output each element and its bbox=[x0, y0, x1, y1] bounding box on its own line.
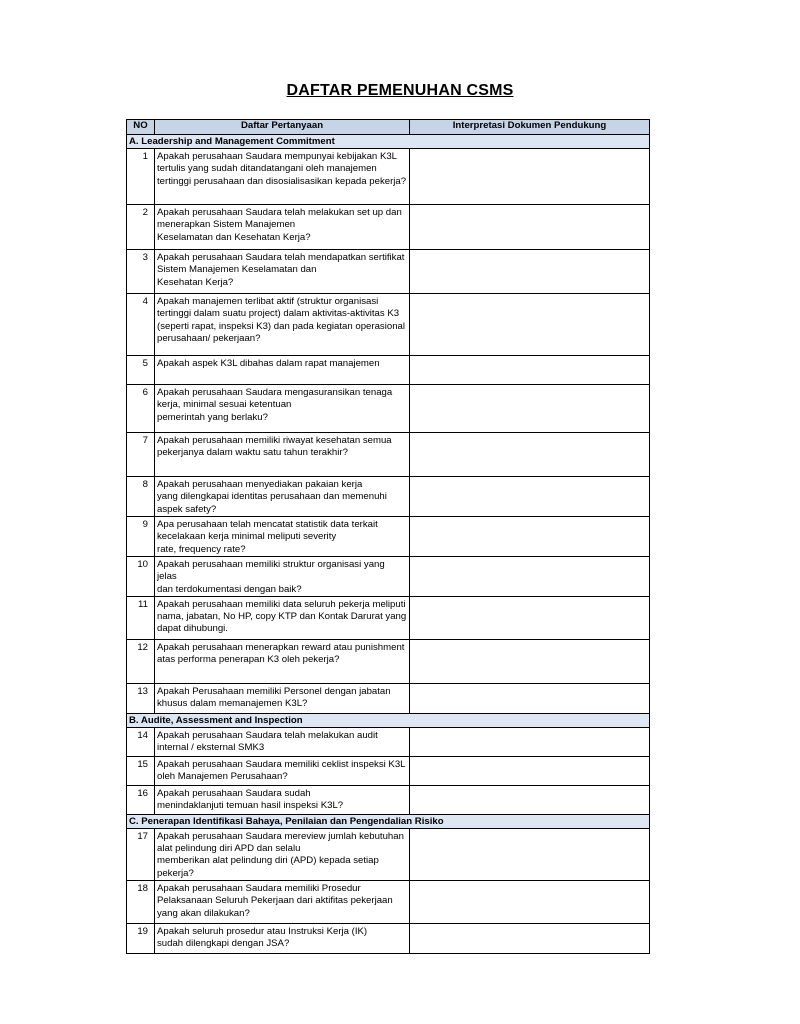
question-line: Apakah perusahaan memiliki riwayat kesehatan semua bbox=[157, 435, 392, 446]
table-row bbox=[127, 517, 650, 557]
question-line: Apakah perusahaan Saudara telah melakukan set up dan bbox=[157, 207, 402, 218]
question-line: Apakah perusahaan Saudara mereview jumlah kebutuhan bbox=[157, 830, 404, 842]
section-row bbox=[127, 135, 650, 149]
row-number: 1 bbox=[127, 149, 155, 205]
section-row bbox=[127, 713, 650, 727]
table-row bbox=[127, 881, 650, 924]
question-line: memberikan alat pelindung diri (APD) kepada setiap bbox=[157, 855, 379, 867]
interpretation-cell[interactable] bbox=[410, 828, 650, 880]
interpretation-cell[interactable] bbox=[410, 294, 650, 356]
row-number: 10 bbox=[127, 557, 155, 597]
question-line: oleh Manajemen Perusahaan? bbox=[157, 771, 288, 783]
question-line: Apakah perusahaan Saudara sudah bbox=[157, 787, 311, 799]
row-number: 15 bbox=[127, 756, 155, 785]
question-line: menerapkan Sistem Manajemen bbox=[157, 219, 296, 231]
interpretation-cell[interactable] bbox=[410, 385, 650, 433]
row-number: 11 bbox=[127, 596, 155, 639]
question-line: yang akan dilakukan? bbox=[157, 907, 250, 919]
row-number: 2 bbox=[127, 205, 155, 250]
question-cell bbox=[155, 517, 410, 557]
checklist-table bbox=[126, 119, 650, 954]
table-row bbox=[127, 294, 650, 356]
question-line: Apakah perusahaan Saudara mempunyai kebijakan K3L bbox=[157, 151, 398, 162]
table-row bbox=[127, 924, 650, 954]
question-line: Keselamatan dan Kesehatan Kerja? bbox=[157, 231, 311, 243]
row-number: 5 bbox=[127, 356, 155, 385]
interpretation-cell[interactable] bbox=[410, 356, 650, 385]
question-cell bbox=[155, 881, 410, 924]
question-line: Apakah perusahaan memiliki data seluruh pekerja meliputi bbox=[157, 598, 406, 610]
question-line: internal / eksternal SMK3 bbox=[157, 742, 265, 754]
question-line: dapat dihubungi. bbox=[157, 623, 228, 635]
question-line: tertinggi dalam suatu project) dalam aktivitas-aktivitas K3 bbox=[157, 308, 400, 320]
question-cell bbox=[155, 756, 410, 785]
interpretation-cell[interactable] bbox=[410, 250, 650, 294]
question-cell bbox=[155, 477, 410, 517]
row-number: 6 bbox=[127, 385, 155, 433]
interpretation-cell[interactable] bbox=[410, 517, 650, 557]
table-row bbox=[127, 205, 650, 250]
row-number: 16 bbox=[127, 785, 155, 814]
question-line: Apakah seluruh prosedur atau Instruksi Kerja (IK) bbox=[157, 926, 368, 938]
row-number: 13 bbox=[127, 683, 155, 713]
question-line: rate, frequency rate? bbox=[157, 543, 246, 555]
question-cell bbox=[155, 727, 410, 756]
row-number: 7 bbox=[127, 433, 155, 477]
question-cell bbox=[155, 385, 410, 433]
interpretation-cell[interactable] bbox=[410, 596, 650, 639]
question-line: tertulis yang sudah ditandatangani oleh manajemen bbox=[157, 163, 377, 175]
question-line: Sistem Manajemen Keselamatan dan bbox=[157, 264, 317, 276]
table-row bbox=[127, 683, 650, 713]
question-line: perusahaan/ pekerjaan? bbox=[157, 332, 261, 344]
row-number: 17 bbox=[127, 828, 155, 880]
row-number: 8 bbox=[127, 477, 155, 517]
row-number: 14 bbox=[127, 727, 155, 756]
table-row bbox=[127, 433, 650, 477]
table-row bbox=[127, 828, 650, 880]
question-line: sudah dilengkapi dengan JSA? bbox=[157, 938, 290, 950]
question-line: aspek safety? bbox=[157, 503, 217, 515]
question-cell bbox=[155, 596, 410, 639]
row-number: 9 bbox=[127, 517, 155, 557]
question-cell bbox=[155, 785, 410, 814]
question-line: alat pelindung diri APD dan selalu bbox=[157, 843, 301, 855]
interpretation-cell[interactable] bbox=[410, 639, 650, 683]
interpretation-cell[interactable] bbox=[410, 149, 650, 205]
question-line: pemerintah yang berlaku? bbox=[157, 411, 268, 423]
checklist-table-container bbox=[126, 119, 650, 950]
table-header-row bbox=[127, 120, 650, 135]
row-number: 3 bbox=[127, 250, 155, 294]
question-cell bbox=[155, 828, 410, 880]
interpretation-cell[interactable] bbox=[410, 881, 650, 924]
question-line: atas performa penerapan K3 oleh pekerja? bbox=[157, 654, 340, 666]
row-number: 18 bbox=[127, 881, 155, 924]
question-cell bbox=[155, 683, 410, 713]
question-line: (seperti rapat, inspeksi K3) dan pada kegiatan operasional bbox=[157, 320, 405, 332]
row-number: 19 bbox=[127, 924, 155, 954]
question-line: khusus dalam memanajemen K3L? bbox=[157, 698, 308, 710]
header-question: Daftar Pertanyaan bbox=[155, 120, 410, 135]
section-label: C. Penerapan Identifikasi Bahaya, Penilaian dan Pengendalian Risiko bbox=[127, 814, 650, 828]
interpretation-cell[interactable] bbox=[410, 205, 650, 250]
question-cell bbox=[155, 149, 410, 205]
question-line: Apakah perusahaan Saudara memiliki ceklist inspeksi K3L bbox=[157, 758, 406, 770]
table-row bbox=[127, 756, 650, 785]
question-line: Apakah perusahaan Saudara mengasuransikan tenaga bbox=[157, 387, 393, 398]
question-cell bbox=[155, 294, 410, 356]
section-label: B. Audite, Assessment and Inspection bbox=[127, 713, 650, 727]
question-line: dan terdokumentasi dengan baik? bbox=[157, 583, 302, 595]
table-row bbox=[127, 639, 650, 683]
header-no: NO bbox=[127, 120, 155, 135]
question-line: Apakah Perusahaan memiliki Personel dengan jabatan bbox=[157, 685, 391, 697]
question-line: Apakah perusahaan menerapkan reward atau punishment bbox=[157, 641, 405, 653]
question-cell bbox=[155, 356, 410, 385]
question-line: yang dilengkapai identitas perusahaan dan memenuhi bbox=[157, 491, 387, 503]
question-line: pekerjanya dalam waktu satu tahun terakhir? bbox=[157, 447, 348, 459]
question-line: kerja, minimal sesuai ketentuan bbox=[157, 399, 292, 411]
row-number: 12 bbox=[127, 639, 155, 683]
table-row bbox=[127, 385, 650, 433]
document-title: DAFTAR PEMENUHAN CSMS bbox=[286, 82, 514, 99]
question-line: Apakah perusahaan menyediakan pakaian kerja bbox=[157, 479, 363, 490]
section-label: A. Leadership and Management Commitment bbox=[127, 135, 650, 149]
interpretation-cell[interactable] bbox=[410, 924, 650, 954]
question-line: tertinggi perusahaan dan disosialisasikan kepada pekerja? bbox=[157, 175, 407, 187]
question-cell bbox=[155, 250, 410, 294]
question-line: Apakah aspek K3L dibahas dalam rapat manajemen bbox=[157, 358, 380, 369]
question-cell bbox=[155, 639, 410, 683]
question-line: Apa perusahaan telah mencatat statistik data terkait bbox=[157, 519, 378, 530]
question-line: Pelaksanaan Seluruh Pekerjaan dari aktifitas pekerjaan bbox=[157, 895, 393, 907]
header-interpretation: Interpretasi Dokumen Pendukung bbox=[410, 120, 650, 135]
question-cell bbox=[155, 924, 410, 954]
interpretation-cell[interactable] bbox=[410, 477, 650, 517]
interpretation-cell[interactable] bbox=[410, 756, 650, 785]
question-cell bbox=[155, 205, 410, 250]
interpretation-cell[interactable] bbox=[410, 683, 650, 713]
question-line: Apakah manajemen terlibat aktif (struktur organisasi bbox=[157, 296, 379, 307]
table-row bbox=[127, 356, 650, 385]
table-row bbox=[127, 149, 650, 205]
question-line: nama, jabatan, No HP, copy KTP dan Kontak Darurat yang bbox=[157, 611, 407, 623]
question-line: Apakah perusahaan memiliki struktur organisasi yang jelas bbox=[157, 559, 385, 583]
table-row bbox=[127, 596, 650, 639]
table-row bbox=[127, 785, 650, 814]
interpretation-cell[interactable] bbox=[410, 785, 650, 814]
table-body bbox=[127, 135, 650, 954]
question-line: Kesehatan Kerja? bbox=[157, 276, 234, 288]
question-line: Apakah perusahaan Saudara telah melakukan audit bbox=[157, 729, 378, 741]
question-cell bbox=[155, 433, 410, 477]
interpretation-cell[interactable] bbox=[410, 727, 650, 756]
question-line: Apakah perusahaan Saudara memiliki Prosedur bbox=[157, 883, 361, 895]
table-row bbox=[127, 727, 650, 756]
table-row bbox=[127, 477, 650, 517]
interpretation-cell[interactable] bbox=[410, 433, 650, 477]
table-row bbox=[127, 557, 650, 597]
question-line: kecelakaan kerja minimal meliputi severity bbox=[157, 531, 337, 543]
row-number: 4 bbox=[127, 294, 155, 356]
section-row bbox=[127, 814, 650, 828]
interpretation-cell[interactable] bbox=[410, 557, 650, 597]
question-cell bbox=[155, 557, 410, 597]
question-line: Apakah perusahaan Saudara telah mendapatkan sertifikat bbox=[157, 252, 405, 263]
question-line: menindaklanjuti temuan hasil inspeksi K3L? bbox=[157, 800, 344, 812]
question-line: pekerja? bbox=[157, 867, 194, 879]
table-row bbox=[127, 250, 650, 294]
